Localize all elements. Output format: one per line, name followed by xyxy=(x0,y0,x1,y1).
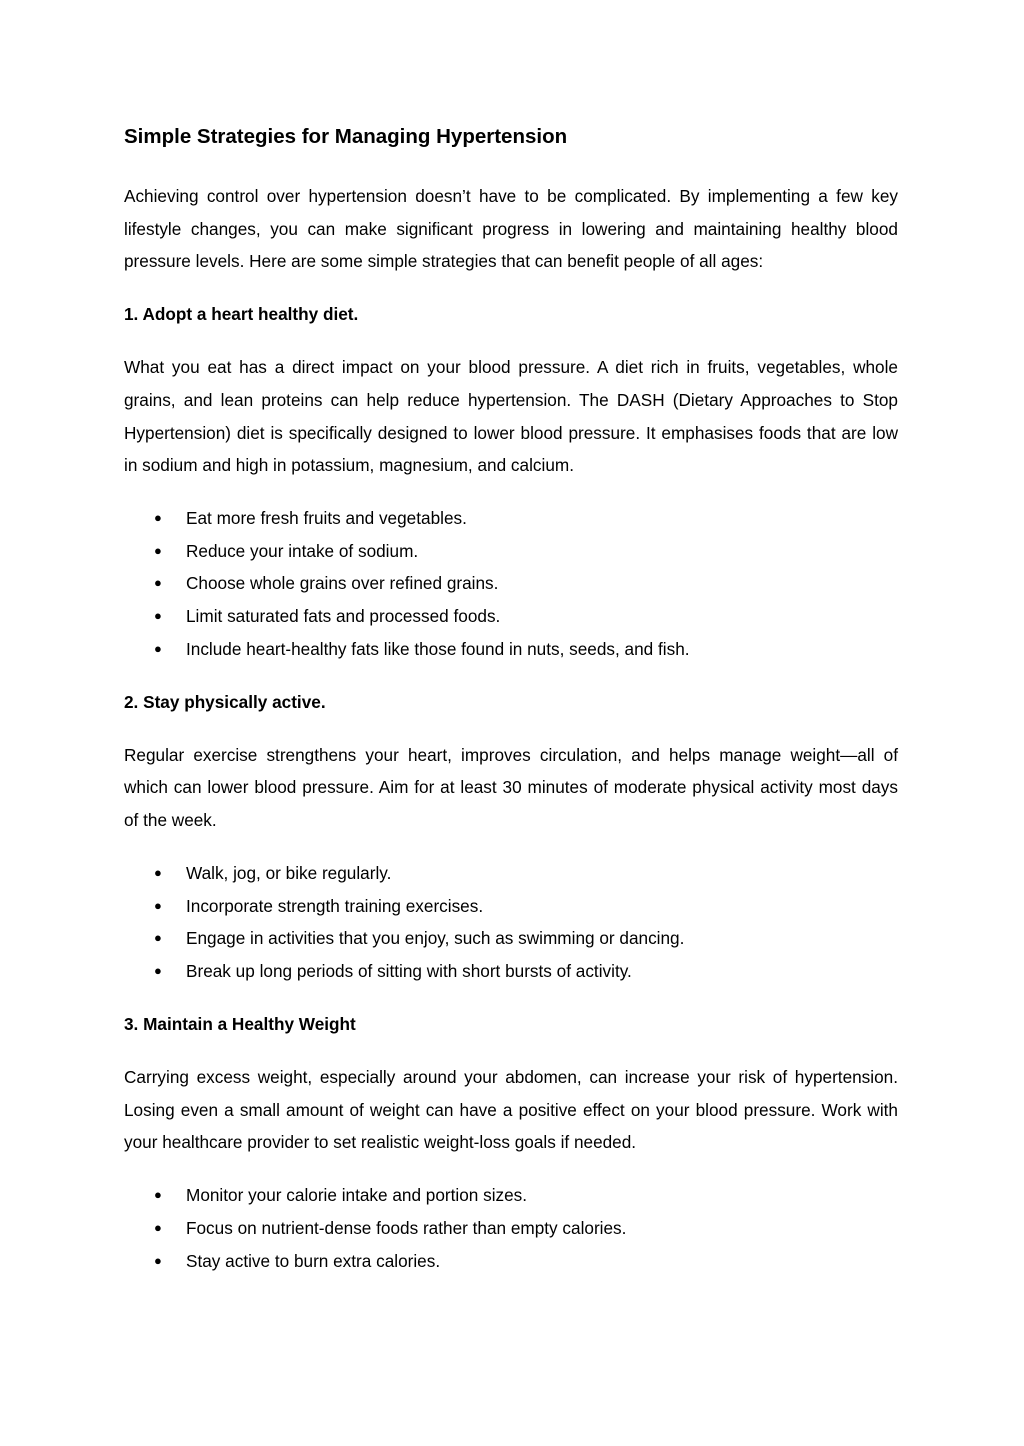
bullet-list xyxy=(124,857,898,987)
list-item xyxy=(154,567,898,600)
bullet-icon: ● xyxy=(154,640,162,656)
sections-container xyxy=(124,278,898,1277)
bullet-icon: ● xyxy=(154,1219,162,1235)
section-paragraph: Regular exercise strengthens your heart, improves circulation, and helps manage weight—all of which can lower blood pressure. Aim for at least 30 minutes of moderate physical activity most days of the week. xyxy=(124,744,898,830)
list-item-text: Reduce your intake of sodium. xyxy=(186,540,419,561)
list-item xyxy=(154,1179,898,1212)
section-heading: 3. Maintain a Healthy Weight xyxy=(124,1013,356,1034)
list-item-text: Include heart-healthy fats like those found in nuts, seeds, and fish. xyxy=(186,638,690,659)
list-item xyxy=(154,857,898,890)
list-item-text: Walk, jog, or bike regularly. xyxy=(186,863,392,884)
section-paragraph: Carrying excess weight, especially around your abdomen, can increase your risk of hypertension. Losing even a small amount of weight can have a positive effect on your blood pressure. Work with your healthcare provider to set realistic weight-loss goals if needed. xyxy=(124,1067,898,1153)
bullet-icon: ● xyxy=(154,575,162,591)
list-item-text: Stay active to burn extra calories. xyxy=(186,1250,441,1271)
spacer xyxy=(124,987,898,1008)
list-item xyxy=(154,955,898,988)
list-item-text: Choose whole grains over refined grains. xyxy=(186,573,499,594)
bullet-icon: ● xyxy=(154,962,162,978)
bullet-icon: ● xyxy=(154,930,162,946)
list-item xyxy=(154,502,898,535)
bullet-list xyxy=(124,502,898,665)
bullet-icon: ● xyxy=(154,542,162,558)
bullet-icon: ● xyxy=(154,608,162,624)
list-item xyxy=(154,600,898,633)
bullet-icon: ● xyxy=(154,510,162,526)
spacer xyxy=(124,665,898,686)
list-item xyxy=(154,535,898,568)
spacer xyxy=(124,278,898,299)
section-paragraph: What you eat has a direct impact on your blood pressure. A diet rich in fruits, vegetables, whole grains, and lean proteins can help reduce hypertension. The DASH (Dietary Approaches to Stop Hypertension) diet is specifically designed to lower blood pressure. It emphasises foods that are low in sodium and high in potassium, magnesium, and calcium. xyxy=(124,357,898,476)
spacer xyxy=(124,837,898,858)
spacer xyxy=(124,718,898,739)
list-item xyxy=(154,922,898,955)
spacer xyxy=(124,1041,898,1062)
bullet-list xyxy=(124,1179,898,1277)
list-item-text: Break up long periods of sitting with short bursts of activity. xyxy=(186,960,632,981)
list-item-text: Monitor your calorie intake and portion sizes. xyxy=(186,1185,528,1206)
list-item xyxy=(154,1245,898,1278)
page-title: Simple Strategies for Managing Hypertension xyxy=(124,125,568,148)
list-item xyxy=(154,1212,898,1245)
list-item-text: Eat more fresh fruits and vegetables. xyxy=(186,508,467,529)
list-item-text: Incorporate strength training exercises. xyxy=(186,895,484,916)
list-item-text: Limit saturated fats and processed foods. xyxy=(186,606,501,627)
bullet-icon: ● xyxy=(154,865,162,881)
section-heading: 1. Adopt a heart healthy diet. xyxy=(124,304,359,325)
list-item xyxy=(154,633,898,666)
bullet-icon: ● xyxy=(154,897,162,913)
spacer xyxy=(124,331,898,352)
spacer xyxy=(124,1159,898,1180)
bullet-icon: ● xyxy=(154,1187,162,1203)
bullet-icon: ● xyxy=(154,1252,162,1268)
list-item-text: Focus on nutrient-dense foods rather than empty calories. xyxy=(186,1217,627,1238)
intro-paragraph: Achieving control over hypertension doesn’t have to be complicated. By implementing a few key lifestyle changes, you can make significant progress in lowering and maintaining healthy blood pressure levels. Here are some simple strategies that can benefit people of all ages: xyxy=(124,186,898,272)
list-item-text: Engage in activities that you enjoy, such as swimming or dancing. xyxy=(186,928,685,949)
spacer xyxy=(124,482,898,503)
list-item xyxy=(154,890,898,923)
section-heading: 2. Stay physically active. xyxy=(124,691,326,712)
